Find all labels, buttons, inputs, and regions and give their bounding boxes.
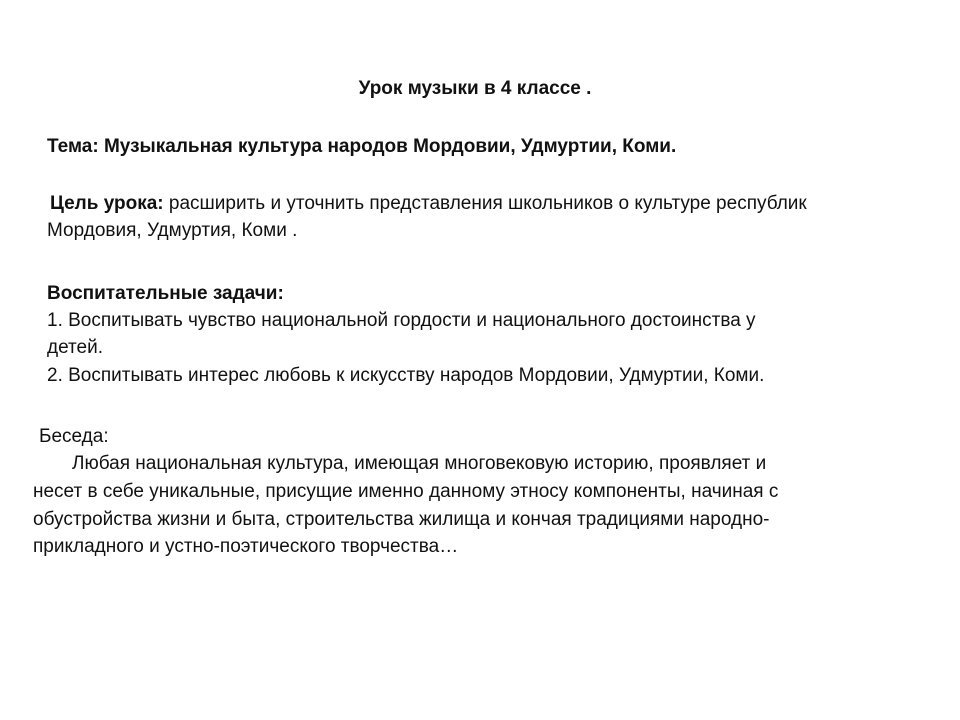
tasks-heading: Воспитательные задачи: [47,283,284,304]
lesson-goal-line-2: Мордовия, Удмуртия, Коми . [47,220,298,241]
lesson-topic: Тема: Музыкальная культура народов Мордовии, Удмуртии, Коми. [47,136,677,157]
conversation-heading: Беседа: [39,426,109,447]
task-item-2: 2. Воспитывать интерес любовь к искусству народов Мордовии, Удмуртии, Коми. [47,365,765,386]
conversation-line: обустройства жизни и быта, строительства жилища и кончая традициями народно- [33,509,770,530]
goal-label: Цель урока: [50,193,164,214]
task-item-1-line-2: детей. [47,337,103,358]
goal-text: расширить и уточнить представления школьников о культуре республик [163,193,807,214]
conversation-line: Любая национальная культура, имеющая многовековую историю, проявляет и [72,453,767,474]
lesson-goal-line-1 [50,191,807,217]
slide-title: Урок музыки в 4 классе . [358,78,592,99]
conversation-line: прикладного и устно-поэтического творчества… [33,536,459,557]
task-item-1-line-1: 1. Воспитывать чувство национальной гордости и национального достоинства у [47,310,756,331]
conversation-line: несет в себе уникальные, присущие именно данному этносу компоненты, начиная с [33,481,779,502]
